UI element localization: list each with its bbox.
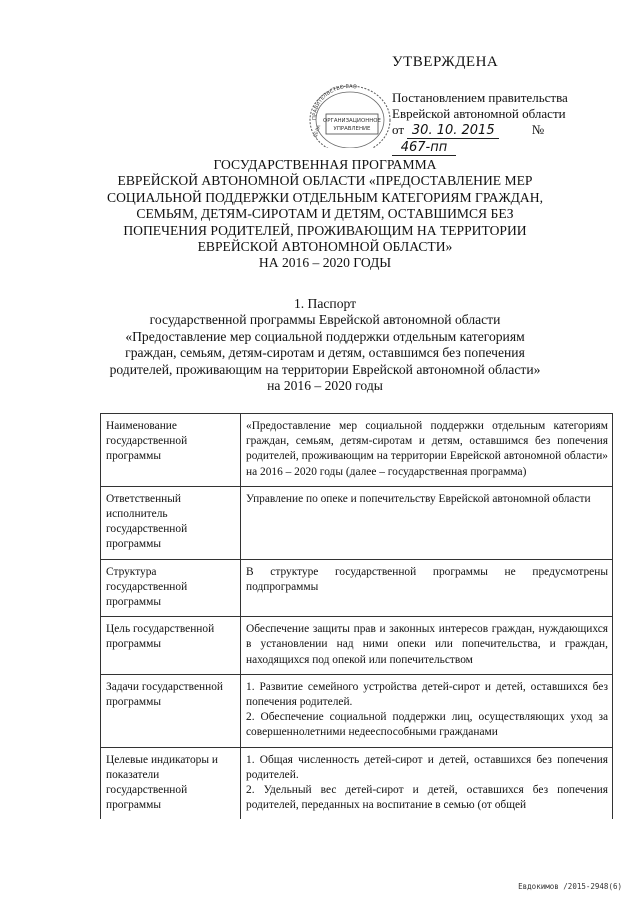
stamp-top-text: ПРАВИТЕЛЬСТВО ЕАО — [311, 83, 358, 121]
row-value: Управление по опеке и попечительству Еврейской автономной области — [241, 486, 613, 559]
stamp-center-text-1: ОРГАНИЗАЦИОННОЕ — [323, 118, 381, 124]
stamp-side-text: ДЕЛА — [313, 124, 323, 139]
document-code: Евдокимов /2015-2948(6) — [518, 882, 622, 891]
program-title — [90, 157, 560, 272]
passport-heading-line: «Предоставление мер социальной поддержки отдельным категориям — [125, 328, 525, 344]
passport-heading-line: на 2016 – 2020 годы — [267, 378, 383, 394]
passport-heading-line: граждан, семьям, детям-сиротам и детям, оставшимся без попечения — [125, 345, 525, 361]
indicator-item: 1. Общая численность детей-сирот и детей, оставшихся без попечения родителей. — [246, 753, 608, 781]
organization-stamp — [304, 80, 396, 148]
row-value — [241, 674, 613, 747]
row-label: Целевые индикаторы и показатели государственной программы — [101, 747, 241, 819]
handwritten-number: 467-пп — [392, 140, 456, 156]
table-row — [101, 674, 613, 747]
task-item: 2. Обеспечение социальной поддержки лиц, осуществляющих уход за совершеннолетними недееспособными гражданами — [246, 711, 608, 739]
stamp-center-text-2: УПРАВЛЕНИЕ — [333, 126, 371, 132]
row-label: Цель государственной программы — [101, 617, 241, 675]
number-prefix: № — [531, 122, 545, 137]
title-line: ГОСУДАРСТВЕННАЯ ПРОГРАММА — [213, 157, 437, 172]
table-row — [101, 747, 613, 819]
row-label: Структура государственной программы — [101, 559, 241, 617]
row-value: В структуре государственной программы не предусмотрены подпрограммы — [241, 559, 613, 617]
passport-heading — [90, 296, 560, 394]
title-line: СЕМЬЯМ, ДЕТЯМ-СИРОТАМ И ДЕТЯМ, ОСТАВШИМСЯ БЕЗ — [136, 206, 514, 222]
row-value: Обеспечение защиты прав и законных интересов граждан, нуждающихся в установлении над ними опеки или попечительства, и граждан, находящихся под опекой или попечительством — [241, 617, 613, 675]
title-line: ЕВРЕЙСКОЙ АВТОНОМНОЙ ОБЛАСТИ» — [197, 239, 453, 255]
decree-date-line — [392, 122, 607, 156]
decree-line-2: Еврейской автономной области — [392, 106, 566, 121]
table-row — [101, 559, 613, 617]
row-label: Задачи государственной программы — [101, 674, 241, 747]
date-prefix: от — [392, 122, 405, 137]
table-row — [101, 414, 613, 487]
indicator-item: 2. Удельный вес детей-сирот и детей, оставшихся без попечения родителей, переданных на воспитание в семью (от общей — [246, 784, 608, 812]
row-label: Наименование государственной программы — [101, 414, 241, 487]
title-line: ЕВРЕЙСКОЙ АВТОНОМНОЙ ОБЛАСТИ «ПРЕДОСТАВЛЕНИЕ МЕР — [117, 173, 533, 189]
passport-table — [100, 413, 613, 819]
approved-label: УТВЕРЖДЕНА — [392, 54, 499, 70]
row-value: «Предоставление мер социальной поддержки отдельным категориям граждан, семьям, детям-сиротам и детям, оставшимся без попечения родителей, проживающим на территории Еврейской автономной области» на 2016 – 2020 годы (далее – государственная программа) — [241, 414, 613, 487]
row-value — [241, 747, 613, 819]
passport-heading-line: родителей, проживающим на территории Еврейской автономной области» — [109, 361, 541, 377]
decree-line-1: Постановлением правительства — [392, 90, 568, 105]
table-row — [101, 617, 613, 675]
handwritten-date: 30. 10. 2015 — [407, 123, 499, 139]
title-line: НА 2016 – 2020 ГОДЫ — [258, 255, 392, 271]
title-line: СОЦИАЛЬНОЙ ПОДДЕРЖКИ ОТДЕЛЬНЫМ КАТЕГОРИЯМ ГРАЖДАН, — [107, 189, 543, 205]
row-label: Ответственный исполнитель государственной программы — [101, 486, 241, 559]
passport-heading-line: 1. Паспорт — [293, 296, 357, 311]
table-row — [101, 486, 613, 559]
passport-heading-line: государственной программы Еврейской автономной области — [149, 312, 501, 328]
title-line: ПОПЕЧЕНИЯ РОДИТЕЛЕЙ, ПРОЖИВАЮЩИМ НА ТЕРРИТОРИИ — [123, 222, 527, 238]
task-item: 1. Развитие семейного устройства детей-сирот и детей, оставшихся без попечения родителей. — [246, 680, 608, 709]
